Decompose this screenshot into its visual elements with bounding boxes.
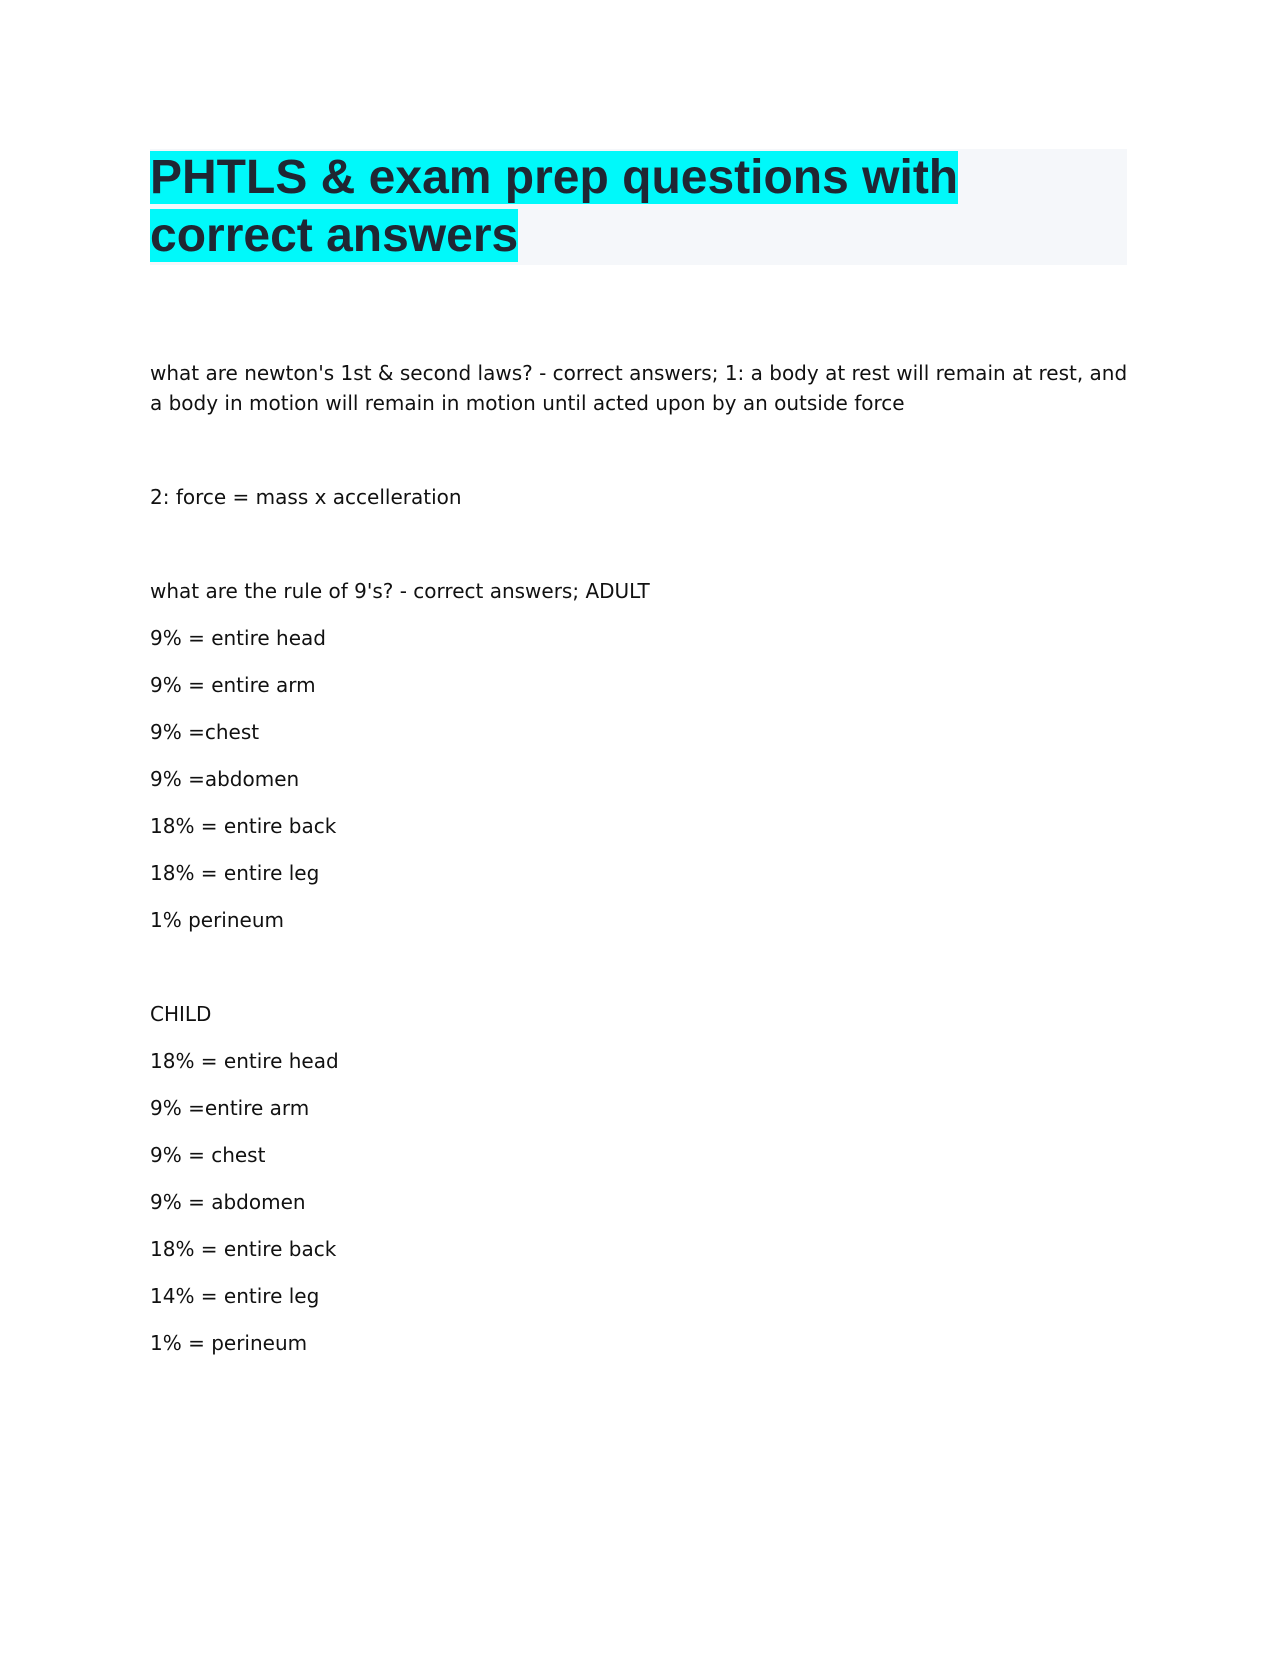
child-list-item: 9% = chest: [150, 1143, 266, 1167]
child-list-item: 18% = entire head: [150, 1049, 339, 1073]
adult-list-item: 1% perineum: [150, 908, 285, 932]
document-title-text: PHTLS & exam prep questions with correct answers: [150, 151, 959, 262]
child-list-item: 9% = abdomen: [150, 1190, 306, 1214]
title-block: [150, 149, 1127, 265]
adult-list-item: 9% = entire arm: [150, 673, 316, 697]
adult-list-item: 9% =abdomen: [150, 767, 300, 791]
child-list-item: 9% =entire arm: [150, 1096, 310, 1120]
child-heading: CHILD: [150, 1002, 212, 1026]
child-list-item: 14% = entire leg: [150, 1284, 320, 1308]
child-list-item: 18% = entire back: [150, 1237, 337, 1261]
paragraph-rule-of-nines-question: what are the rule of 9's? - correct answers; ADULT: [150, 579, 650, 603]
adult-list-item: 18% = entire leg: [150, 861, 320, 885]
adult-list-item: 9% =chest: [150, 720, 260, 744]
child-list-item: 1% = perineum: [150, 1331, 308, 1355]
document-title: [150, 149, 1127, 265]
paragraph-force-formula: 2: force = mass x accelleration: [150, 485, 462, 509]
adult-list-item: 18% = entire back: [150, 814, 337, 838]
adult-list-item: 9% = entire head: [150, 626, 326, 650]
paragraph-newtons-laws: what are newton's 1st & second laws? - correct answers; 1: a body at rest will remain at rest, and a body in motion will remain in motion until acted upon by an outside force: [150, 361, 1128, 415]
